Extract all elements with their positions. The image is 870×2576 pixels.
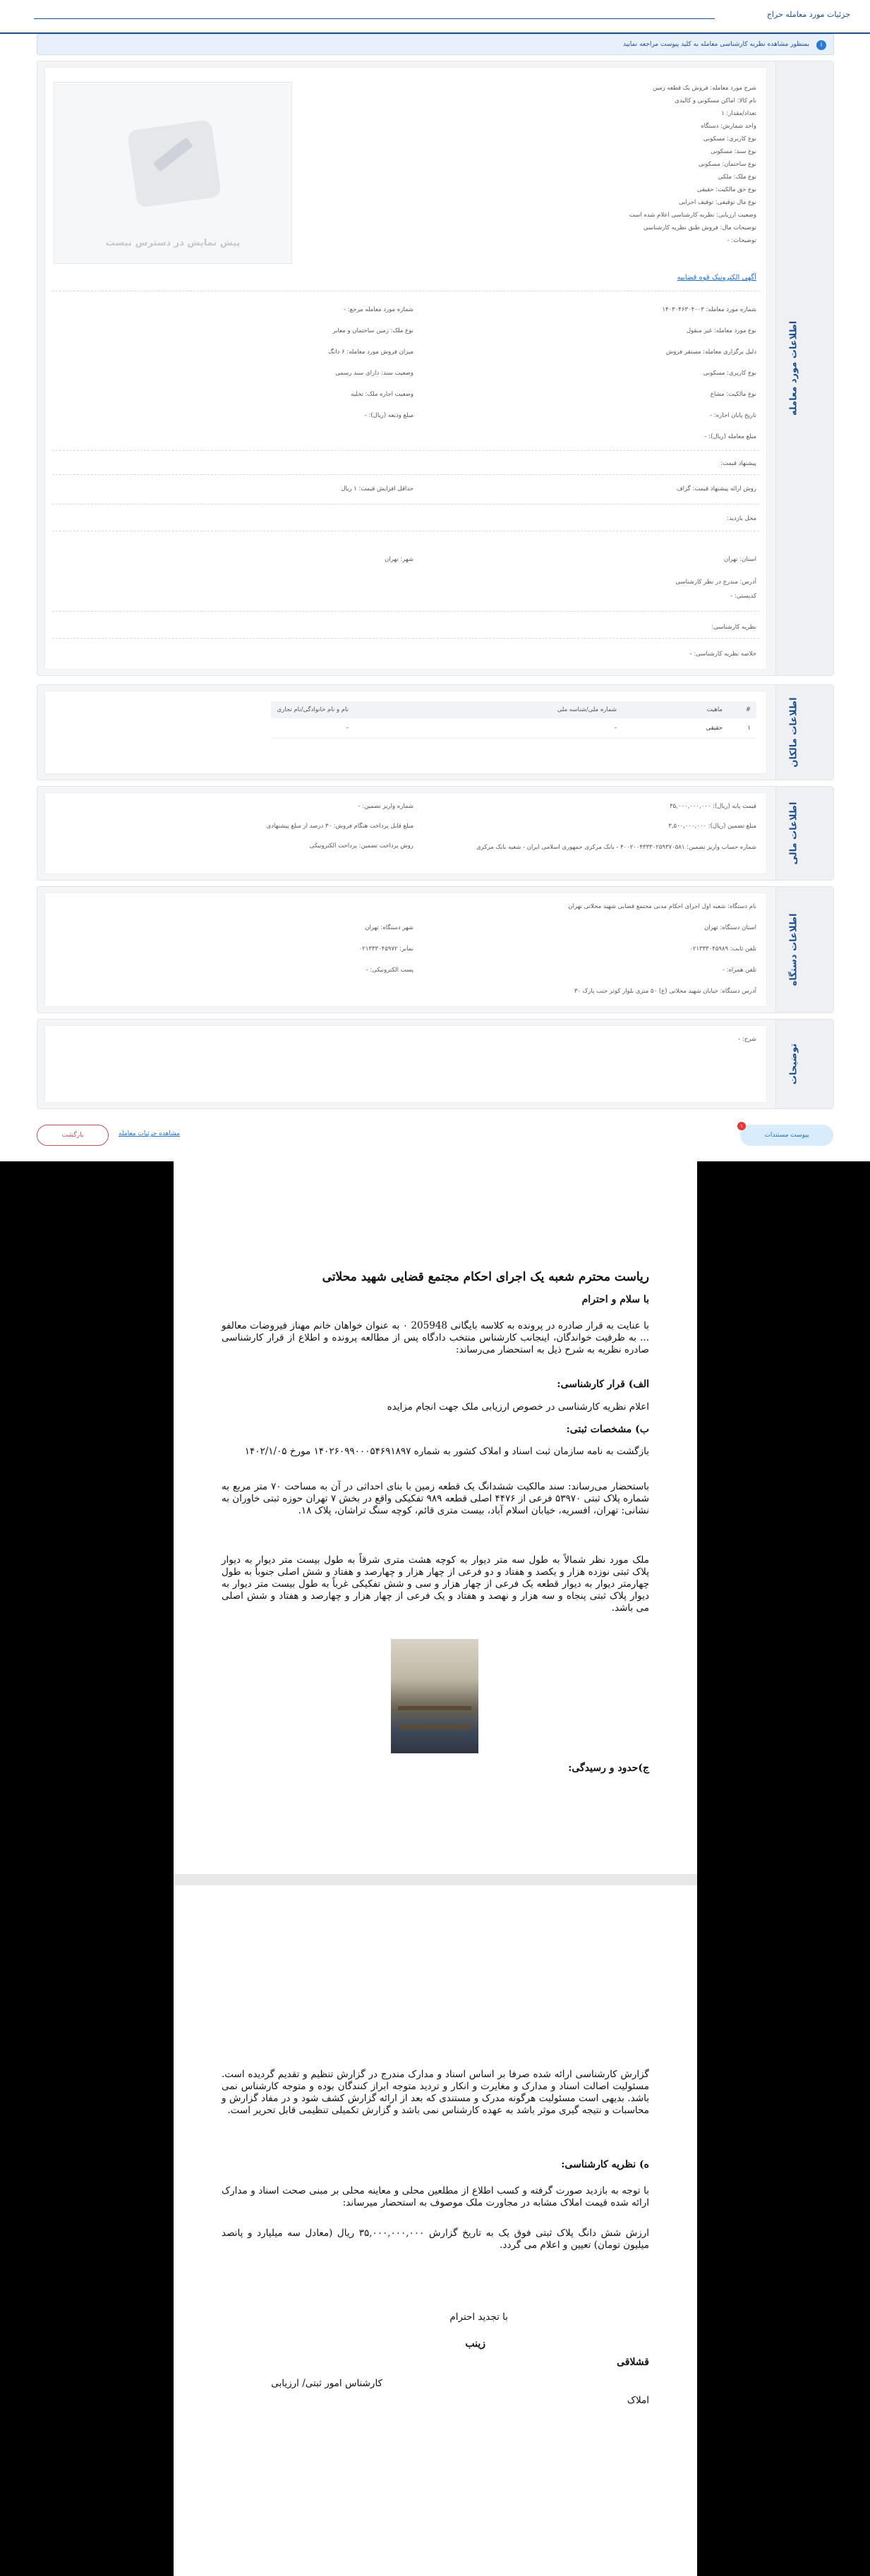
device-city: شهر دستگاه: تهران bbox=[365, 924, 413, 931]
doc-paragraph: با عنایت به قرار صادره در پرونده به کلاسه بایگانی 205948 ۰ به عنوان خواهان خانم مهناز فیروضات معالفو ... به ظرفیت خواندگان، اینجانب کارشناس منتخب دادگاه پس از مطالعه پرونده و اطلاع از قرار کارشناسی صادره نظریه به شرح ذیل به استحضار می‌رساند: bbox=[222, 1320, 650, 1355]
bid-method: روش ارائه پیشنهاد قیمت: گزاف bbox=[676, 485, 756, 492]
doc-paragraph-e1 bbox=[222, 2185, 649, 2209]
province: استان: تهران bbox=[723, 556, 756, 563]
notice-text: بمنظور مشاهده نظریه کارشناسی معامله به کلید پیوست مراجعه نمایید bbox=[622, 41, 809, 48]
info-notice bbox=[37, 34, 834, 55]
doc-paragraph-intro bbox=[222, 1320, 649, 1356]
divider bbox=[52, 611, 759, 612]
doc-paragraph: بازگشت به نامه سازمان ثبت اسناد و املاک کشور به شماره ۱۴۰۲۶۰۹۹۰۰۰۵۴۶۹۱۸۹۷ مورخ ۱۴۰۲/۱/۰۵ bbox=[244, 1446, 649, 1457]
grid-left-field: میزان فروش مورد معامله: ۶ دانگ bbox=[328, 349, 413, 356]
doc-signature-text: کارشناس امور ثبتی/ ارزیابی bbox=[271, 2378, 382, 2389]
property-section-label: اطلاعات مورد معامله bbox=[788, 320, 799, 416]
doc-heading: الف) قرار کارشناسی: bbox=[557, 1379, 649, 1390]
grid-right-field: شماره مورد معامله: ۱۴۰۳۰۴۶۳۰۴۰۰۳ bbox=[662, 306, 756, 313]
divider bbox=[52, 474, 759, 475]
doc-paragraph-b3 bbox=[222, 1554, 649, 1614]
property-line: نوع مال توقیفی: توقیف اجرایی bbox=[679, 199, 756, 206]
property-line: نوع ملک: ملکی bbox=[718, 174, 756, 181]
property-line: توضیحات مال: فروش طبق نظریه کارشناسی bbox=[643, 224, 756, 231]
doc-heading-a bbox=[222, 1379, 649, 1390]
ad-link[interactable]: آگهی الکترونیک قوه قضاییه bbox=[677, 274, 756, 282]
page-separator bbox=[174, 1874, 697, 1885]
device-phone: تلفن ثابت: ۰۲۱۳۳۳۰۴۵۹۸۹ bbox=[689, 945, 756, 953]
financial-body bbox=[44, 792, 767, 874]
device-mobile: تلفن همراه: - bbox=[722, 967, 756, 974]
doc-signature-text: قشلاقی bbox=[617, 2357, 649, 2368]
financial-section-label: اطلاعات مالی bbox=[788, 802, 799, 865]
visit-location-label: محل بازدید: bbox=[727, 515, 756, 522]
property-body bbox=[44, 67, 767, 670]
divider bbox=[52, 638, 759, 639]
owners-section bbox=[37, 684, 834, 780]
doc-paragraph-b2 bbox=[222, 1481, 649, 1517]
property-line: تعداد/مقدار: ۱ bbox=[721, 110, 756, 117]
description-section-label: توضیحات bbox=[788, 1043, 799, 1085]
expert-opinion-label: نظریه کارشناسی: bbox=[711, 624, 756, 631]
grid-right-field: نوع کاربری: مسکونی bbox=[703, 370, 756, 377]
device-section bbox=[37, 886, 834, 1013]
doc-signature-2 bbox=[222, 2357, 649, 2368]
doc-greeting bbox=[222, 1294, 649, 1305]
description-text: شرح: - bbox=[738, 1036, 756, 1043]
owners-section-side bbox=[775, 685, 833, 780]
document-page-2 bbox=[174, 1885, 697, 2576]
property-line: توضیحات: - bbox=[727, 237, 756, 244]
page-title: جزئیات مورد معامله حراج bbox=[766, 10, 850, 19]
doc-regards-text: با تجدید احترام bbox=[449, 2311, 508, 2323]
doc-title bbox=[222, 1270, 649, 1284]
grid-left-field: وضعیت اجاره ملک: تخلیه bbox=[351, 391, 413, 398]
doc-paragraph-b1 bbox=[222, 1446, 649, 1458]
base-price: قیمت پایه (ریال): ۳۵,۰۰۰,۰۰۰,۰۰۰ bbox=[670, 803, 756, 810]
view-details-link[interactable]: مشاهده جزئیات معامله bbox=[119, 1130, 180, 1137]
image-preview bbox=[54, 82, 292, 264]
postal-code: کدپستی: - bbox=[730, 593, 756, 600]
device-province: استان دستگاه: تهران bbox=[704, 924, 756, 931]
doc-paragraph: با توجه به بازدید صورت گرفته و کسب اطلاع از مطلعین محلی و معاینه محلی بر مبنی صحت اسناد و مدارک ارائه شده قیمت املاک مشابه در مجاورت ملک موصوف به استحضار میرساند: bbox=[222, 2185, 649, 2208]
doc-paragraph-a bbox=[222, 1401, 649, 1413]
description-body bbox=[44, 1025, 767, 1103]
property-line: نوع ساختمان: مسکونی bbox=[698, 161, 756, 168]
property-line: شرح مورد معامله: فروش یک قطعه زمین bbox=[653, 85, 756, 92]
grid-left-field: شماره مورد معامله مرجع: - bbox=[344, 306, 413, 313]
grid-right-field: مبلغ معامله (ریال): - bbox=[704, 433, 756, 440]
grid-right-field: نوع مالکیت: مشاع bbox=[710, 391, 756, 398]
device-address: آدرس دستگاه: خیابان شهید محلاتی (ع) ۵۰ متری بلوار کوثر جنب پارک ۳۰ bbox=[574, 988, 756, 995]
table-row bbox=[271, 718, 756, 739]
photo-detail bbox=[398, 1706, 471, 1710]
guarantee-deposit-no: شماره واریز تضمین: - bbox=[358, 803, 413, 810]
grid-right-field: نوع مورد معامله: غیر منقول bbox=[686, 327, 756, 334]
suggest-price-label: پیشنهاد قیمت: bbox=[720, 460, 756, 467]
column-header: ماهیت bbox=[622, 701, 728, 718]
property-line: نام کالا: اماکن مسکونی و کالبدی bbox=[675, 97, 756, 104]
property-section-side bbox=[775, 61, 833, 675]
doc-paragraph: اعلام نظریه کارشناسی در خصوص ارزیابی ملک جهت انجام مزایده bbox=[387, 1401, 649, 1413]
property-section bbox=[37, 61, 834, 676]
payable-on-sale: مبلغ قابل پرداخت هنگام فروش: ۳۰ درصد از مبلغ پیشنهادی bbox=[266, 823, 413, 830]
property-line: نوع کاربری: مسکونی bbox=[703, 135, 756, 143]
payment-method: روش پرداخت تضمین: پرداخت الکترونیکی bbox=[309, 842, 413, 849]
guarantee-amount: مبلغ تضمین (ریال): ۳,۵۰۰,۰۰۰,۰۰۰ bbox=[668, 823, 756, 830]
device-section-side bbox=[775, 887, 833, 1012]
min-increase: حداقل افزایش قیمت: ۱ ریال bbox=[341, 485, 413, 492]
column-header: نام و نام خانوادگی/نام تجاری bbox=[271, 701, 354, 718]
owners-table bbox=[271, 701, 756, 739]
doc-paragraph: ارزش شش دانگ پلاک ثبتی فوق یک به تاریخ گزارش ۳۵,۰۰۰,۰۰۰,۰۰۰ ریال (معادل سه میلیارد و پانصد میلیون تومان) تعیین و اعلام می گردد. bbox=[222, 2227, 649, 2251]
top-bar bbox=[0, 0, 870, 34]
attachments-button[interactable] bbox=[740, 1125, 833, 1146]
device-fax: نمابر: ۰۲۱۳۳۳۰۴۵۹۷۲ bbox=[358, 945, 413, 953]
description-section bbox=[37, 1019, 834, 1109]
image-caption: پیش نمایش در دسترس نیست bbox=[105, 238, 241, 248]
doc-signature-4 bbox=[222, 2395, 649, 2407]
info-icon: i bbox=[816, 40, 826, 50]
owners-table-header bbox=[271, 701, 756, 718]
doc-paragraph: گزارش کارشناسی ارائه شده صرفا بر اساس اسناد و مدارک مندرج در گزارش تنظیم و تقدیم گردیده است. مسئولیت اصالت اسناد و مدارک و مغایرت و انکار و تردید متوجه ابراز کنندگان بوده و متوجه کارشناس نمی باشد. بدیهی است مسئولیت هرگونه مدرک و مستندی که بعد از ارائه گزارش کشف شود و در مفاد گزارش و محاسبات و نتیجه گیری موثر باشد به عهده کارشناس نمی باشد و گزارش تکمیلی تنظیمی قابل تحریر است. bbox=[222, 2069, 649, 2116]
description-section-side bbox=[775, 1020, 833, 1108]
grid-left-field: مبلغ ودیعه (ریال): - bbox=[364, 412, 413, 419]
address: آدرس: مندرج در نظر کارشناسی bbox=[675, 579, 756, 586]
table-cell: - bbox=[354, 718, 622, 739]
grid-right-field: دلیل برگزاری معامله: مستقر فروش bbox=[665, 349, 756, 356]
financial-section bbox=[37, 786, 834, 881]
doc-heading: ج)حدود و رسیدگی: bbox=[568, 1762, 649, 1774]
property-line: نوع حق مالکیت: حقیقی bbox=[697, 186, 756, 193]
device-section-label: اطلاعات دستگاه bbox=[788, 913, 799, 986]
doc-paragraph: باستحضار می‌رساند: سند مالکیت ششدانگ یک قطعه زمین با بنای احداثی در آن به مساحت ۷۰ متر مربع به شماره پلاک ثبتی ۵۳۹۷۰ فرعی از ۴۴۷۶ اصلی قطعه ۹۸۹ تفکیکی واقع در بخش ۷ تهران حوزه ثبتی خاوران به نشانی: تهران، افسریه، خیابان اسلام آباد، بیست متری قائم، کوچه سنگ تراشان، پلاک ۱۸. bbox=[222, 1481, 650, 1516]
device-body bbox=[44, 893, 767, 1007]
column-header: # bbox=[728, 701, 756, 718]
property-line: نوع سند: مسکونی bbox=[711, 148, 756, 155]
back-button[interactable]: بازگشت bbox=[37, 1125, 109, 1146]
divider bbox=[52, 450, 759, 451]
owners-body bbox=[44, 691, 767, 774]
photo-detail bbox=[398, 1725, 471, 1729]
property-line: وضعیت ارزیابی: نظریه کارشناسی اعلام شده است bbox=[629, 212, 756, 219]
grid-right-field: تاریخ پایان اجاره: - bbox=[710, 412, 756, 419]
doc-heading-c bbox=[222, 1762, 649, 1774]
table-cell: حقیقی bbox=[622, 718, 728, 739]
expert-summary: خلاصه نظریه کارشناسی: - bbox=[689, 651, 756, 658]
doc-paragraph-d1 bbox=[222, 2069, 649, 2117]
attachments-count-badge: ۱ bbox=[737, 1122, 746, 1130]
doc-heading: ب) مشخصات ثبتی: bbox=[566, 1424, 649, 1435]
property-photo bbox=[391, 1639, 478, 1753]
device-name: نام دستگاه: شعبه اول اجرای احکام مدنی مجتمع قضایی شهید محلاتی تهران bbox=[568, 903, 756, 910]
device-email: پست الکترونیکی: - bbox=[365, 967, 413, 974]
doc-signature-text: املاک bbox=[627, 2395, 649, 2406]
financial-section-side bbox=[775, 787, 833, 880]
table-cell: ۱ bbox=[728, 718, 756, 739]
grid-left-field: نوع ملک: زمین ساختمان و معابر bbox=[332, 327, 413, 334]
doc-greeting-text: با سلام و احترام bbox=[581, 1294, 649, 1305]
grid-left-field: وضعیت سند: دارای سند رسمی bbox=[335, 370, 413, 377]
doc-paragraph-e2 bbox=[222, 2227, 649, 2251]
title-underline bbox=[34, 18, 715, 19]
column-header: شماره ملی/شناسه ملی bbox=[354, 701, 622, 718]
guarantee-account: شماره حساب واریز تضمین: ۴۰۰۲۰۰۴۳۳۳۰۲۵۹۳۷۰۵۸۱ - بانک مرکزی جمهوری اسلامی ایران - شعبه بانک مرکزی bbox=[476, 844, 756, 851]
gavel-icon bbox=[127, 119, 222, 208]
doc-signature-1 bbox=[222, 2338, 485, 2350]
doc-heading-b bbox=[222, 1424, 649, 1435]
table-cell: - bbox=[271, 718, 354, 739]
owners-section-label: اطلاعات مالکان bbox=[788, 697, 799, 768]
doc-title-text: ریاست محترم شعبه یک اجرای احکام مجتمع قضایی شهید محلاتی bbox=[322, 1270, 649, 1284]
doc-regards bbox=[222, 2311, 508, 2323]
doc-paragraph: ملک مورد نظر شمالاً به طول سه متر دیوار به کوچه هشت متری شرقاً به طول بیست متر دیوار به دیوار پلاک ثبتی نوزده هزار و یکصد و هفتاد و دو فرعی از چهار هزار و چهارصد و هفتاد و شش اصلی جنوباً به طول چهارمتر دیوار به دیوار قطعه یک فرعی از چهار هزار و سی و شش تفکیکی غرباً به طول بیست متر دیوار به دیوار پلاک ثبتی پنجاه و سه هزار و نهصد و هفتاد و یک فرعی از چهار هزار و چهارصد و هفتاد و شش اصلی می باشد. bbox=[222, 1554, 649, 1614]
property-line: واحد شمارش: دستگاه bbox=[701, 123, 756, 130]
doc-heading: ه) نظریه کارشناسی: bbox=[561, 2159, 649, 2170]
city: شهر: تهران bbox=[385, 556, 413, 563]
attachments-label: پیوست مستندات bbox=[764, 1132, 809, 1139]
document-page-1 bbox=[174, 1161, 697, 1874]
doc-signature-3 bbox=[222, 2378, 382, 2390]
doc-heading-e bbox=[222, 2159, 649, 2170]
doc-signature-text: زینب bbox=[465, 2338, 485, 2350]
